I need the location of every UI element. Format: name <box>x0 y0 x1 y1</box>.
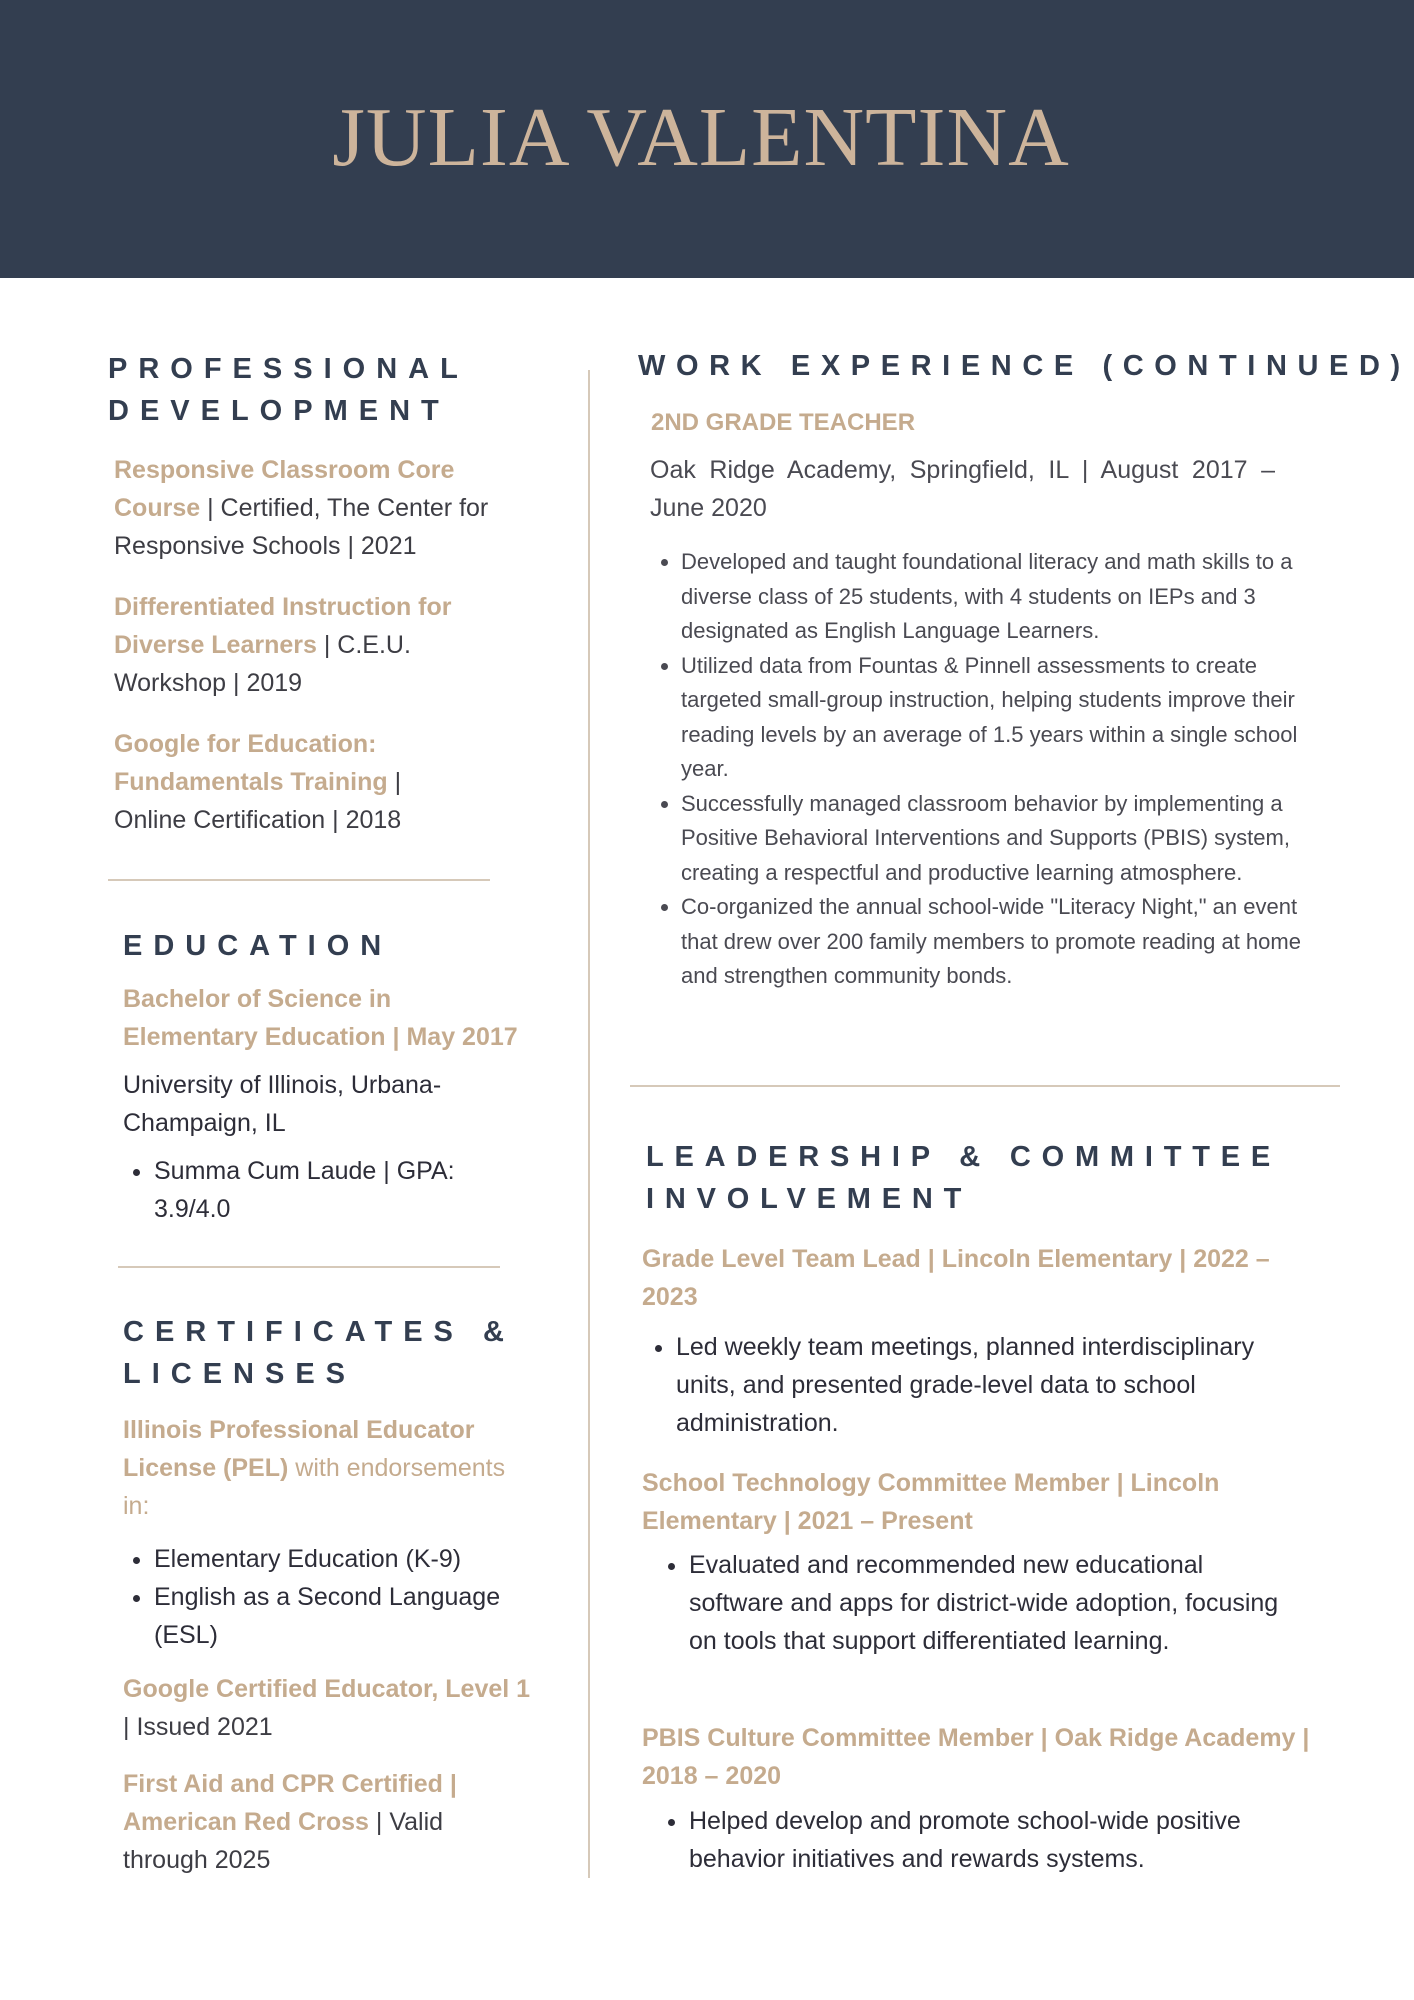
degree-title: Bachelor of Science in Elementary Education | May 2017 <box>123 985 518 1051</box>
license-suffix: with endorsements in: <box>123 1454 506 1520</box>
list-item: • Evaluated and recommended new educational software and apps for district-wide adoption, focusing on tools that support differentiated learning. <box>689 1546 1279 1660</box>
role-bullets <box>645 1328 1316 1442</box>
list-item: • Summa Cum Laude | GPA: 3.9/4.0 <box>154 1152 484 1228</box>
license-item <box>123 1411 513 1525</box>
list-item: • English as a Second Language (ESL) <box>154 1578 534 1654</box>
leadership-heading-line2: INVOLVEMENT <box>646 1183 973 1215</box>
list-item: • Co-organized the annual school-wide "Literacy Night," an event that drew over 200 family members to promote reading at home and strengthen community bonds. <box>681 890 1311 994</box>
prof-dev-heading-line1: PROFESSIONAL <box>108 353 469 385</box>
prof-dev-item-title: Google for Education: Fundamentals Training <box>114 730 388 796</box>
leadership-heading-line1: LEADERSHIP & COMMITTEE <box>646 1141 1282 1173</box>
list-item: • Utilized data from Fountas & Pinnell assessments to create targeted small-group instruction, helping students improve their reading levels by an average of 1.5 years within a single school year. <box>681 649 1311 787</box>
prof-dev-item-title: Responsive Classroom Core Course <box>114 456 455 522</box>
job-bullets <box>650 545 1311 994</box>
prof-dev-heading-line2: DEVELOPMENT <box>108 395 450 427</box>
first-aid-title: First Aid and CPR Certified | American Red Cross <box>123 1770 457 1836</box>
section-divider <box>118 1266 500 1268</box>
certs-heading-line2: LICENSES <box>123 1358 357 1390</box>
job-meta: Oak Ridge Academy, Springfield, IL | August 2017 – June 2020 <box>650 456 1275 522</box>
column-divider <box>588 370 590 1878</box>
list-item: • Developed and taught foundational literacy and math skills to a diverse class of 25 students, with 4 students on IEPs and 3 designated as English Language Learners. <box>681 545 1311 649</box>
first-aid-detail: | Valid through 2025 <box>123 1808 444 1874</box>
list-item: • Led weekly team meetings, planned interdisciplinary units, and presented grade-level data to school administration. <box>676 1328 1316 1442</box>
list-item: • Successfully managed classroom behavior by implementing a Positive Behavioral Interventions and Supports (PBIS) system, creating a respectful and productive learning atmosphere. <box>681 787 1311 891</box>
prof-dev-item-detail: | Certified, The Center for Responsive Schools | 2021 <box>114 494 489 560</box>
education-bullets <box>123 1152 484 1228</box>
prof-dev-item-detail: | C.E.U. Workshop | 2019 <box>114 631 411 697</box>
education-heading: EDUCATION <box>123 930 393 962</box>
endorsement-list <box>123 1540 534 1654</box>
prof-dev-item <box>114 725 474 839</box>
role-bullets <box>658 1802 1339 1878</box>
google-cert-detail: | Issued 2021 <box>123 1713 273 1741</box>
list-item: • Elementary Education (K-9) <box>154 1540 534 1578</box>
work-heading: WORK EXPERIENCE (CONTINUED) <box>638 350 1411 382</box>
first-aid-item <box>123 1765 503 1879</box>
list-item: • Helped develop and promote school-wide positive behavior initiatives and rewards systems. <box>689 1802 1339 1878</box>
role-title: Grade Level Team Lead | Lincoln Elementary | 2022 – 2023 <box>642 1245 1270 1311</box>
prof-dev-heading <box>108 348 469 432</box>
leadership-heading <box>646 1136 1281 1220</box>
license-title: Illinois Professional Educator License (PEL) <box>123 1416 475 1482</box>
section-divider <box>630 1085 1340 1087</box>
certs-heading-line1: CERTIFICATES & <box>123 1316 515 1348</box>
certs-heading <box>123 1311 515 1395</box>
role-title: School Technology Committee Member | Lincoln Elementary | 2021 – Present <box>642 1469 1220 1535</box>
prof-dev-item <box>114 588 494 702</box>
google-cert-title: Google Certified Educator, Level 1 <box>123 1675 531 1703</box>
prof-dev-item-title: Differentiated Instruction for Diverse Learners <box>114 593 452 659</box>
header-banner <box>0 0 1414 278</box>
job-title: 2ND GRADE TEACHER <box>651 409 916 436</box>
role-bullets <box>658 1546 1279 1660</box>
prof-dev-item-detail: | Online Certification | 2018 <box>114 768 402 834</box>
school-name: University of Illinois, Urbana-Champaign, IL <box>123 1071 442 1137</box>
google-cert-item <box>123 1670 543 1746</box>
candidate-name: JULIA VALENTINA <box>332 91 1070 184</box>
section-divider <box>108 879 490 881</box>
prof-dev-item <box>114 451 494 565</box>
role-title: PBIS Culture Committee Member | Oak Ridge Academy | 2018 – 2020 <box>642 1724 1310 1790</box>
